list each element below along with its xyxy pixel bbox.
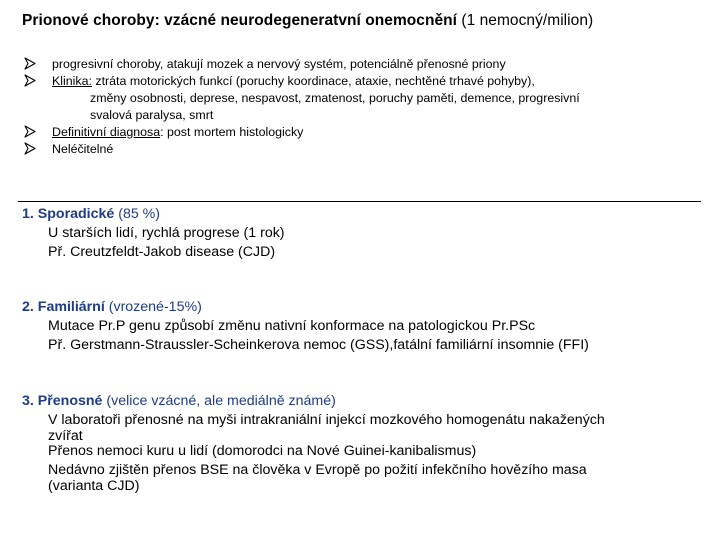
bullet-text: progresivní choroby, atakují mozek a nervový systém, potenciálně přenosné priony [52,57,506,71]
section-line: U starších lidí, rychlá progrese (1 rok) [48,225,285,241]
section-sporadic [22,205,712,262]
section-familial [22,298,712,355]
arrowhead-bullet-icon [24,74,36,87]
section-line: V laboratoři přenosné na myši intrakraniální injekcí mozkového homogenátu nakažených [48,412,605,428]
bullet-text: ztráta motorických funkcí (poruchy koordinace, ataxie, nechtěné trhavé pohyby), [95,74,535,88]
arrowhead-bullet-icon [24,142,36,155]
section-line: (varianta CJD) [48,478,140,494]
section-line: Přenos nemoci kuru u lidí (domorodci na Nové Guinei-kanibalismus) [48,443,477,459]
section-title: 2. Familiární [22,299,105,315]
bullet-label: Definitivní diagnosa [52,125,161,139]
bullet-continuation: změny osobnosti, deprese, nespavost, zmatenost, poruchy paměti, demence, progresivní [90,91,580,105]
section-line: Nedávno zjištěn přenos BSE na člověka v Evropě po požití infekčního hovězího masa [48,462,587,478]
section-note: (85 %) [118,206,161,222]
section-line: Př. Gerstmann-Straussler-Scheinkerova nemoc (GSS),fatální familiární insomnie (FFI) [48,337,589,353]
bullet-item [24,124,714,141]
bullet-item [24,73,714,124]
bullet-text: Neléčitelné [52,142,114,156]
section-title: 1. Sporadické [22,206,115,222]
section-line: zvířat [48,428,83,444]
bullet-label: Klinika: [52,74,92,88]
section-note: (vrozené-15%) [108,299,202,315]
arrowhead-bullet-icon [24,125,36,138]
bullet-item [24,56,714,73]
bullet-list [24,56,714,158]
section-title: 3. Přenosné [22,393,103,409]
title-note: (1 nemocný/milion) [461,12,594,29]
section-line: Mutace Pr.P genu způsobí změnu nativní konformace na patologickou Pr.PSc [48,318,536,334]
section-transmissible [22,392,712,492]
section-heading [22,205,712,224]
arrowhead-bullet-icon [24,57,36,70]
bullet-text: : post mortem histologicky [160,125,304,139]
section-heading [22,392,712,411]
section-note: (velice vzácné, ale mediálně známé) [106,393,336,409]
title-main: Prionové choroby: vzácné neurodegeneratvní onemocnění [22,12,458,29]
page-title [22,12,593,30]
section-line: Př. Creutzfeldt-Jakob disease (CJD) [48,244,276,260]
section-divider [18,201,701,202]
section-heading [22,298,712,317]
bullet-continuation: svalová paralysa, smrt [90,108,214,122]
bullet-item [24,141,714,158]
